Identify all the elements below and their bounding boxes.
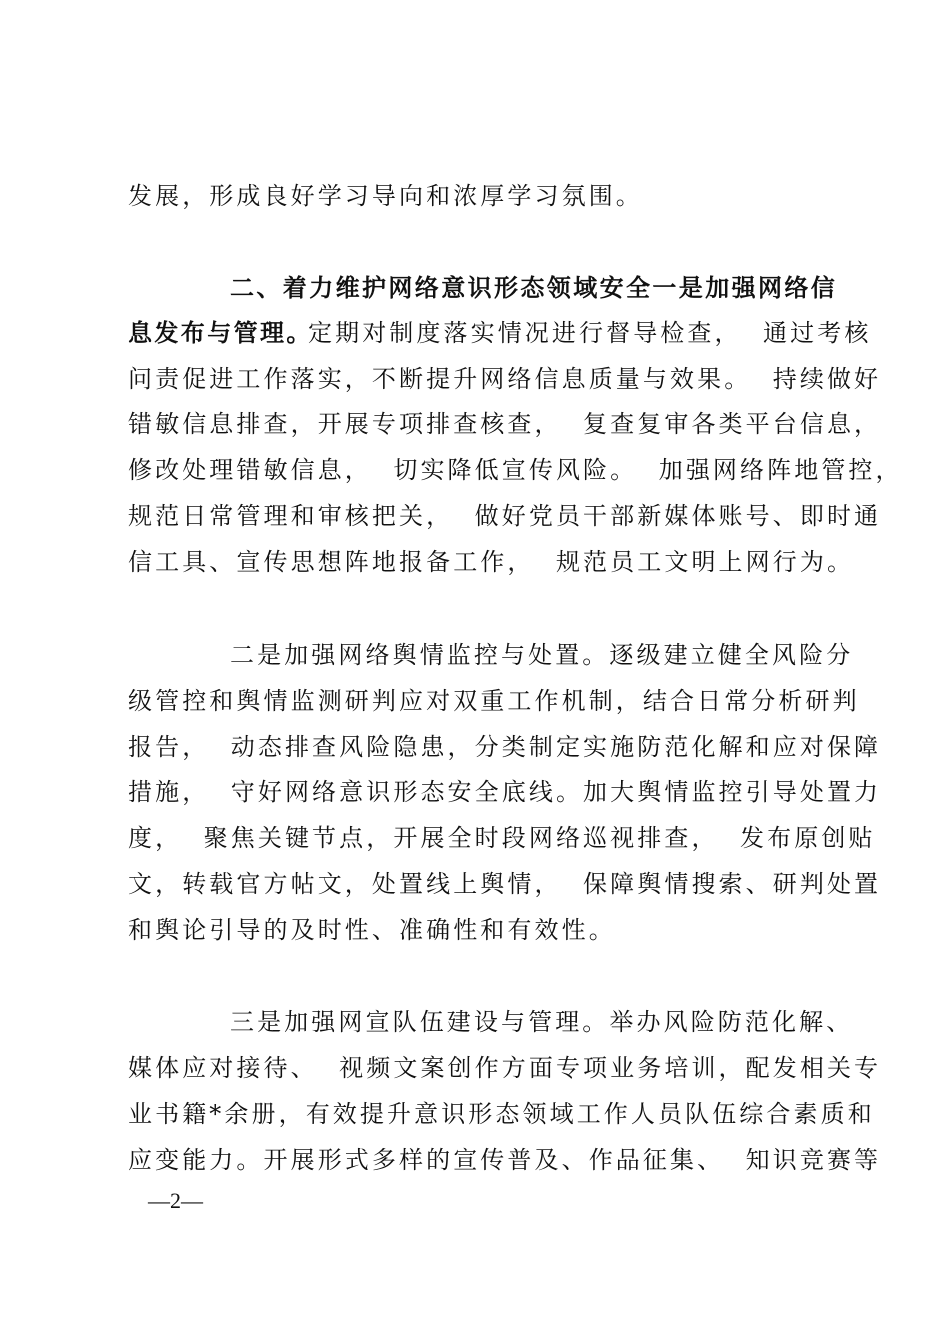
text-line: 级管控和舆情监测研判应对双重工作机制，结合日常分析研判: [128, 687, 860, 715]
text-line: 文，转载官方帖文，处置线上舆情， 保障舆情搜索、研判处置: [128, 870, 882, 898]
text-line: 报告， 动态排查风险隐患，分类制定实施防范化解和应对保障: [128, 733, 882, 761]
text-line: 二是加强网络舆情监控与处置。逐级建立健全风险分: [230, 641, 854, 669]
section-heading: 二、着力维护网络意识形态领域安全一是加强网络信: [230, 274, 838, 302]
text-line: 修改处理错敏信息， 切实降低宣传风险。 加强网络阵地管控，: [128, 456, 903, 484]
text-line: 三是加强网宣队伍建设与管理。举办风险防范化解、: [230, 1008, 854, 1036]
page-number: —2—: [148, 1188, 203, 1213]
text-line: 发展，形成良好学习导向和浓厚学习氛围。: [128, 182, 643, 210]
section-heading-continued: 息发布与管理。: [128, 319, 313, 347]
text-line: 度， 聚焦关键节点，开展全时段网络巡视排查， 发布原创贴: [128, 824, 876, 852]
text-line: 规范日常管理和审核把关， 做好党员干部新媒体账号、即时通: [128, 502, 882, 530]
text-line: 应变能力。开展形式多样的宣传普及、作品征集、 知识竞赛等: [128, 1146, 882, 1174]
text-line: 信工具、宣传思想阵地报备工作， 规范员工文明上网行为。: [128, 548, 855, 576]
text-line: 定期对制度落实情况进行督导检查， 通过考核: [308, 319, 872, 347]
text-line: 业书籍*余册，有效提升意识形态领域工作人员队伍综合素质和: [128, 1100, 875, 1128]
text-line: 和舆论引导的及时性、准确性和有效性。: [128, 916, 616, 944]
text-line: 媒体应对接待、 视频文案创作方面专项业务培训，配发相关专: [128, 1054, 882, 1082]
text-line: 问责促进工作落实，不断提升网络信息质量与效果。 持续做好: [128, 365, 882, 393]
text-line: 错敏信息排查，开展专项排查核查， 复查复审各类平台信息，: [128, 410, 882, 438]
text-line: 措施， 守好网络意识形态安全底线。加大舆情监控引导处置力: [128, 778, 882, 806]
